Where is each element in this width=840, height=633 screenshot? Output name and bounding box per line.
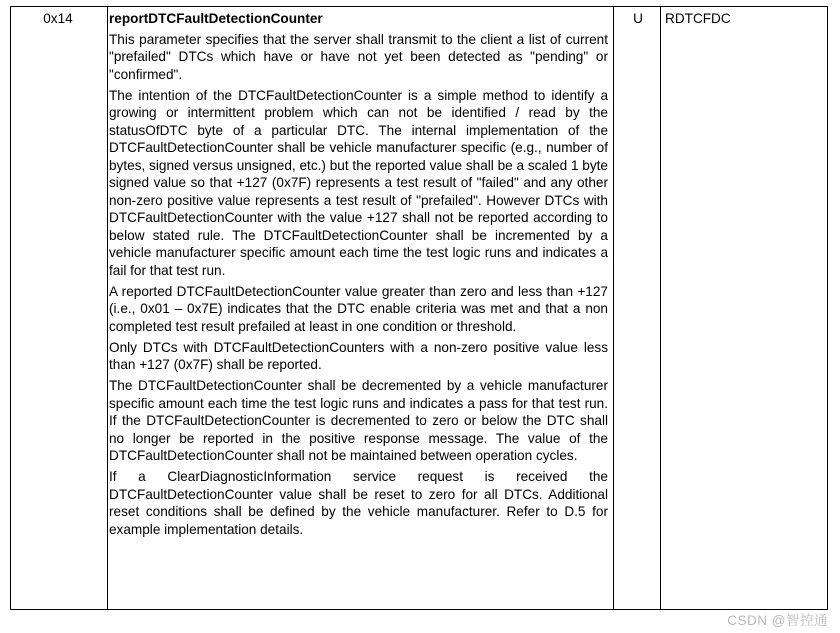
description-paragraph: Only DTCs with DTCFaultDetectionCounters with a non-zero positive value less than +127 (0x7F) shall be reported. xyxy=(109,339,608,372)
parameter-name: reportDTCFaultDetectionCounter xyxy=(109,11,323,26)
description-paragraph: A reported DTCFaultDetectionCounter value greater than zero and less than +127 (i.e., 0x01 – 0x7E) indicates that the DTC enable criteria was met and that a non completed test result prefailed at least in one condition or threshold. xyxy=(109,283,608,334)
cvt-value: U xyxy=(633,11,643,26)
parameter-table xyxy=(10,6,828,610)
description-paragraph: The DTCFaultDetectionCounter shall be decremented by a vehicle manufacturer specific amount each time the test logic runs and indicates a pass for that test run. If the DTCFaultDetectionCounter is decremented to zero or below the DTC shall no longer be reported in the positive response message. The value of the DTCFaultDetectionCounter shall not be maintained between operation cycles. xyxy=(109,378,608,463)
parameter-id: 0x14 xyxy=(43,11,73,26)
column-divider xyxy=(107,7,108,609)
description-paragraph: If a ClearDiagnosticInformation service request is received the DTCFaultDetectionCounter value shall be reset to zero for all DTCs. Additional reset conditions shall be defined by the vehicle manufacturer. Refer to D.5 for example implementation details. xyxy=(109,469,608,537)
watermark: CSDN @智控通 xyxy=(727,613,828,628)
description-paragraph: This parameter specifies that the server shall transmit to the client a list of current "prefailed" DTCs which have or have not yet been detected as "pending" or "confirmed". xyxy=(109,31,608,82)
mnemonic: RDTCFDC xyxy=(665,11,731,26)
column-divider xyxy=(660,7,661,609)
column-divider xyxy=(613,7,614,609)
description-paragraph: The intention of the DTCFaultDetectionCounter is a simple method to identify a growing or intermittent problem which can not be identified / read by the statusOfDTC byte of a particular DTC. The internal implementation of the DTCFaultDetectionCounter shall be vehicle manufacturer specific (e.g., number of bytes, signed versus unsigned, etc.) but the reported value shall be a scaled 1 byte signed value so that +127 (0x7F) represents a test result of "failed" and any other non-zero positive value represents a test result of "prefailed". However DTCs with DTCFaultDetectionCounter with the value +127 shall not be reported according to below stated rule. The DTCFaultDetectionCounter shall be incremented by a vehicle manufacturer specific amount each time the test logic runs and indicates a fail for that test run. xyxy=(109,87,608,278)
parameter-description xyxy=(109,10,608,542)
